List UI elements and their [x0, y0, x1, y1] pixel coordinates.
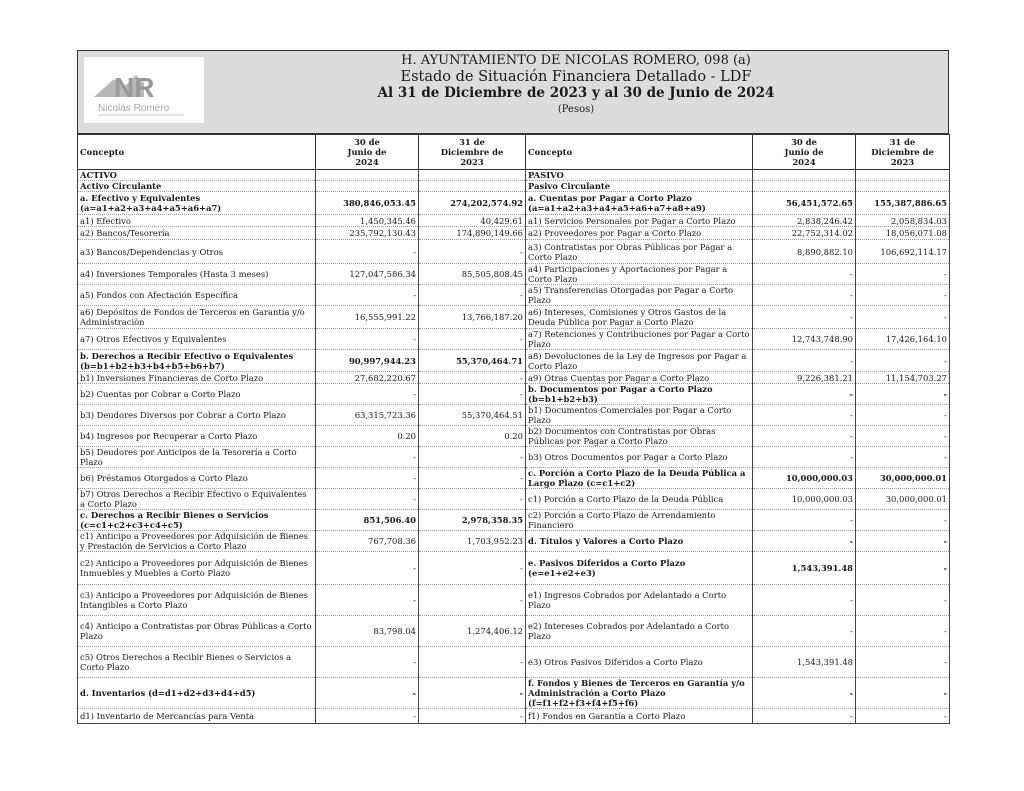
- liabilities-value-dec-2023: -: [856, 447, 950, 468]
- assets-concept: a6) Depósitos de Fondos de Terceros en Garantía y/o Administración: [78, 306, 316, 329]
- assets-concept: c3) Anticipo a Proveedores por Adquisición de Bienes Intangibles a Corto Plazo: [78, 585, 316, 616]
- liabilities-value-jun-2024: -: [753, 531, 856, 552]
- liabilities-concept: a5) Transferencias Otorgadas por Pagar a Corto Plazo: [526, 285, 753, 306]
- liabilities-concept: a9) Otras Cuentas por Pagar a Corto Plazo: [526, 372, 753, 384]
- assets-concept: b1) Inversiones Financieras de Corto Plazo: [78, 372, 316, 384]
- assets-concept: ACTIVO: [78, 170, 316, 181]
- report-title: Estado de Situación Financiera Detallado - LDF: [400, 69, 752, 85]
- assets-concept: b4) Ingresos por Recuperar a Corto Plazo: [78, 426, 316, 447]
- assets-value-jun-2024: -: [316, 329, 419, 350]
- liabilities-value-dec-2023: -: [856, 384, 950, 405]
- assets-concept: b3) Deudores Diversos por Cobrar a Corto Plazo: [78, 405, 316, 426]
- assets-value-jun-2024: 380,846,053.45: [316, 192, 419, 215]
- liabilities-concept: a7) Retenciones y Contribuciones por Pagar a Corto Plazo: [526, 329, 753, 350]
- liabilities-concept: b3) Otros Documentos por Pagar a Corto Plazo: [526, 447, 753, 468]
- liabilities-concept: c2) Porción a Corto Plazo de Arrendamiento Financiero: [526, 510, 753, 531]
- logo-text: Nicolás Romero: [98, 103, 170, 114]
- assets-value-dec-2023: -: [419, 240, 526, 264]
- table-row: [78, 384, 950, 405]
- logo-mark: NR: [114, 72, 155, 103]
- liabilities-value-jun-2024: 1,543,391.48: [753, 647, 856, 678]
- table-row: [78, 510, 950, 531]
- liabilities-value-jun-2024: -: [753, 709, 856, 724]
- entity-name: H. AYUNTAMIENTO DE NICOLAS ROMERO, 098 (a): [401, 53, 751, 68]
- assets-col-dec-2023: 31 de Diciembre de 2023: [419, 135, 526, 170]
- assets-value-dec-2023: -: [419, 372, 526, 384]
- liabilities-concept: a1) Servicios Personales por Pagar a Corto Plazo: [526, 215, 753, 227]
- assets-value-dec-2023: -: [419, 384, 526, 405]
- financial-statement-sheet: [77, 50, 949, 724]
- liabilities-concept: e. Pasivos Diferidos a Corto Plazo (e=e1+e2+e3): [526, 552, 753, 585]
- table-row: [78, 306, 950, 329]
- liabilities-concept: b1) Documentos Comerciales por Pagar a Corto Plazo: [526, 405, 753, 426]
- liabilities-concept: a. Cuentas por Pagar a Corto Plazo (a=a1+a2+a3+a4+a5+a6+a7+a8+a9): [526, 192, 753, 215]
- assets-value-jun-2024: 127,047,586.34: [316, 264, 419, 285]
- liabilities-col-jun-2024: 30 de Junio de 2024: [753, 135, 856, 170]
- assets-concept: Activo Circulante: [78, 181, 316, 192]
- assets-value-dec-2023: -: [419, 489, 526, 510]
- liabilities-value-dec-2023: 30,000,000.01: [856, 468, 950, 489]
- table-row: [78, 329, 950, 350]
- assets-value-jun-2024: -: [316, 240, 419, 264]
- assets-concept: a4) Inversiones Temporales (Hasta 3 meses): [78, 264, 316, 285]
- assets-value-jun-2024: -: [316, 647, 419, 678]
- assets-concept: d. Inventarios (d=d1+d2+d3+d4+d5): [78, 678, 316, 709]
- table-row: [78, 350, 950, 372]
- table-row: [78, 405, 950, 426]
- liabilities-value-jun-2024: [753, 170, 856, 181]
- assets-value-dec-2023: -: [419, 468, 526, 489]
- assets-concept: c4) Anticipo a Contratistas por Obras Públicas a Corto Plazo: [78, 616, 316, 647]
- table-row: [78, 678, 950, 709]
- liabilities-value-dec-2023: 18,056,071.08: [856, 227, 950, 240]
- assets-value-jun-2024: -: [316, 552, 419, 585]
- table-row: [78, 426, 950, 447]
- municipality-logo: [84, 57, 204, 123]
- report-header: [77, 50, 949, 134]
- liabilities-concept: PASIVO: [526, 170, 753, 181]
- liabilities-value-dec-2023: -: [856, 585, 950, 616]
- liabilities-value-jun-2024: -: [753, 447, 856, 468]
- report-units: (Pesos): [557, 104, 595, 115]
- liabilities-value-dec-2023: -: [856, 510, 950, 531]
- assets-value-dec-2023: 274,202,574.92: [419, 192, 526, 215]
- liabilities-concept: e2) Intereses Cobrados por Adelantado a Corto Plazo: [526, 616, 753, 647]
- assets-value-dec-2023: [419, 170, 526, 181]
- assets-value-dec-2023: -: [419, 285, 526, 306]
- liabilities-value-dec-2023: -: [856, 647, 950, 678]
- liabilities-value-dec-2023: [856, 181, 950, 192]
- assets-value-jun-2024: 27,682,220.67: [316, 372, 419, 384]
- liabilities-value-jun-2024: -: [753, 405, 856, 426]
- liabilities-value-dec-2023: -: [856, 678, 950, 709]
- assets-concept: b. Derechos a Recibir Efectivo o Equivalentes (b=b1+b2+b3+b4+b5+b6+b7): [78, 350, 316, 372]
- liabilities-concept: e3) Otros Pasivos Diferidos a Corto Plazo: [526, 647, 753, 678]
- assets-concept-header: Concepto: [78, 135, 316, 170]
- assets-value-jun-2024: 0.20: [316, 426, 419, 447]
- assets-value-jun-2024: -: [316, 384, 419, 405]
- assets-value-dec-2023: -: [419, 447, 526, 468]
- liabilities-value-dec-2023: 2,058,834.03: [856, 215, 950, 227]
- table-row: [78, 531, 950, 552]
- assets-concept: a1) Efectivo: [78, 215, 316, 227]
- liabilities-value-dec-2023: -: [856, 616, 950, 647]
- table-row: [78, 264, 950, 285]
- liabilities-concept-header: Concepto: [526, 135, 753, 170]
- assets-value-dec-2023: 40,429.61: [419, 215, 526, 227]
- assets-value-dec-2023: -: [419, 585, 526, 616]
- table-row: [78, 709, 950, 724]
- assets-concept: c1) Anticipo a Proveedores por Adquisición de Bienes y Prestación de Servicios a Corto Plazo: [78, 531, 316, 552]
- assets-concept: a2) Bancos/Tesorería: [78, 227, 316, 240]
- liabilities-value-jun-2024: 10,000,000.03: [753, 468, 856, 489]
- assets-value-jun-2024: 90,997,944.23: [316, 350, 419, 372]
- liabilities-concept: c1) Porción a Corto Plazo de la Deuda Pública: [526, 489, 753, 510]
- assets-value-jun-2024: -: [316, 678, 419, 709]
- liabilities-concept: a4) Participaciones y Aportaciones por Pagar a Corto Plazo: [526, 264, 753, 285]
- assets-value-jun-2024: 851,506.40: [316, 510, 419, 531]
- liabilities-concept: f. Fondos y Bienes de Terceros en Garantía y/o Administración a Corto Plazo (f=f1+f2+f3+f4+f5+f6): [526, 678, 753, 709]
- liabilities-value-dec-2023: 155,387,886.65: [856, 192, 950, 215]
- liabilities-value-dec-2023: 106,692,114.17: [856, 240, 950, 264]
- liabilities-concept: b. Documentos por Pagar a Corto Plazo (b=b1+b2+b3): [526, 384, 753, 405]
- liabilities-concept: c. Porción a Corto Plazo de la Deuda Pública a Largo Plazo (c=c1+c2): [526, 468, 753, 489]
- assets-concept: c2) Anticipo a Proveedores por Adquisición de Bienes Inmuebles y Muebles a Corto Plazo: [78, 552, 316, 585]
- assets-concept: c5) Otros Derechos a Recibir Bienes o Servicios a Corto Plazo: [78, 647, 316, 678]
- table-row: [78, 227, 950, 240]
- liabilities-concept: f1) Fondos en Garantía a Corto Plazo: [526, 709, 753, 724]
- liabilities-value-jun-2024: [753, 181, 856, 192]
- liabilities-col-dec-2023: 31 de Diciembre de 2023: [856, 135, 950, 170]
- liabilities-value-dec-2023: [856, 170, 950, 181]
- liabilities-value-jun-2024: -: [753, 678, 856, 709]
- balance-sheet-table: [77, 134, 950, 724]
- assets-value-jun-2024: 235,792,130.43: [316, 227, 419, 240]
- assets-value-dec-2023: -: [419, 552, 526, 585]
- table-row: [78, 240, 950, 264]
- assets-value-dec-2023: 85,505,808.45: [419, 264, 526, 285]
- table-row: [78, 192, 950, 215]
- assets-value-jun-2024: -: [316, 489, 419, 510]
- table-row: [78, 552, 950, 585]
- assets-concept: a5) Fondos con Afectación Específica: [78, 285, 316, 306]
- assets-value-dec-2023: 13,766,187.20: [419, 306, 526, 329]
- liabilities-value-jun-2024: -: [753, 616, 856, 647]
- report-period: Al 31 de Diciembre de 2023 y al 30 de Junio de 2024: [377, 85, 775, 101]
- liabilities-value-dec-2023: -: [856, 350, 950, 372]
- liabilities-value-dec-2023: 17,426,164.10: [856, 329, 950, 350]
- liabilities-value-jun-2024: 8,890,882.10: [753, 240, 856, 264]
- liabilities-concept: e1) Ingresos Cobrados por Adelantado a Corto Plazo: [526, 585, 753, 616]
- liabilities-value-dec-2023: -: [856, 285, 950, 306]
- assets-concept: d1) Inventario de Mercancías para Venta: [78, 709, 316, 724]
- liabilities-value-jun-2024: -: [753, 350, 856, 372]
- liabilities-value-jun-2024: -: [753, 264, 856, 285]
- table-row: [78, 170, 950, 181]
- assets-value-dec-2023: -: [419, 329, 526, 350]
- assets-value-dec-2023: 0.20: [419, 426, 526, 447]
- liabilities-concept: a3) Contratistas por Obras Públicas por Pagar a Corto Plazo: [526, 240, 753, 264]
- assets-value-jun-2024: 16,555,991.22: [316, 306, 419, 329]
- column-header-row: [78, 135, 950, 170]
- liabilities-value-jun-2024: -: [753, 585, 856, 616]
- liabilities-value-dec-2023: -: [856, 426, 950, 447]
- liabilities-concept: a8) Devoluciones de la Ley de Ingresos por Pagar a Corto Plazo: [526, 350, 753, 372]
- assets-concept: a3) Bancos/Dependencias y Otros: [78, 240, 316, 264]
- liabilities-value-jun-2024: 10,000,000.03: [753, 489, 856, 510]
- liabilities-concept: a6) Intereses, Comisiones y Otros Gastos de la Deuda Pública por Pagar a Corto Plazo: [526, 306, 753, 329]
- assets-value-jun-2024: -: [316, 468, 419, 489]
- liabilities-value-jun-2024: -: [753, 306, 856, 329]
- table-row: [78, 285, 950, 306]
- liabilities-value-dec-2023: -: [856, 306, 950, 329]
- assets-value-jun-2024: [316, 181, 419, 192]
- assets-value-jun-2024: 767,708.36: [316, 531, 419, 552]
- assets-concept: a7) Otros Efectivos y Equivalentes: [78, 329, 316, 350]
- assets-value-dec-2023: 1,274,406.12: [419, 616, 526, 647]
- liabilities-value-dec-2023: -: [856, 264, 950, 285]
- assets-value-dec-2023: 174,890,149.66: [419, 227, 526, 240]
- liabilities-value-jun-2024: 1,543,391.48: [753, 552, 856, 585]
- liabilities-value-dec-2023: 11,154,703.27: [856, 372, 950, 384]
- assets-value-dec-2023: 55,370,464.71: [419, 350, 526, 372]
- assets-value-jun-2024: -: [316, 709, 419, 724]
- table-row: [78, 468, 950, 489]
- assets-value-dec-2023: 2,978,358.35: [419, 510, 526, 531]
- assets-concept: a. Efectivo y Equivalentes (a=a1+a2+a3+a4+a5+a6+a7): [78, 192, 316, 215]
- liabilities-value-jun-2024: 12,743,748.90: [753, 329, 856, 350]
- liabilities-value-dec-2023: 30,000,000.01: [856, 489, 950, 510]
- table-row: [78, 616, 950, 647]
- assets-value-dec-2023: [419, 181, 526, 192]
- table-row: [78, 372, 950, 384]
- table-row: [78, 181, 950, 192]
- assets-value-dec-2023: -: [419, 709, 526, 724]
- assets-value-dec-2023: -: [419, 647, 526, 678]
- table-row: [78, 489, 950, 510]
- liabilities-value-jun-2024: 56,451,572.65: [753, 192, 856, 215]
- liabilities-value-dec-2023: -: [856, 531, 950, 552]
- assets-concept: b5) Deudores por Anticipos de la Tesorería a Corto Plazo: [78, 447, 316, 468]
- assets-col-jun-2024: 30 de Junio de 2024: [316, 135, 419, 170]
- table-row: [78, 647, 950, 678]
- assets-value-jun-2024: -: [316, 585, 419, 616]
- liabilities-value-jun-2024: 9,226,381.21: [753, 372, 856, 384]
- liabilities-concept: a2) Proveedores por Pagar a Corto Plazo: [526, 227, 753, 240]
- assets-value-jun-2024: -: [316, 285, 419, 306]
- assets-concept: b7) Otros Derechos a Recibir Efectivo o Equivalentes a Corto Plazo: [78, 489, 316, 510]
- assets-value-jun-2024: 1,450,345.46: [316, 215, 419, 227]
- assets-value-dec-2023: 1,703,952.23: [419, 531, 526, 552]
- liabilities-value-dec-2023: -: [856, 709, 950, 724]
- table-row: [78, 215, 950, 227]
- table-row: [78, 447, 950, 468]
- assets-value-jun-2024: 63,315,723.36: [316, 405, 419, 426]
- liabilities-value-jun-2024: -: [753, 510, 856, 531]
- assets-concept: c. Derechos a Recibir Bienes o Servicios (c=c1+c2+c3+c4+c5): [78, 510, 316, 531]
- liabilities-value-dec-2023: -: [856, 405, 950, 426]
- liabilities-value-dec-2023: -: [856, 552, 950, 585]
- liabilities-concept: b2) Documentos con Contratistas por Obras Públicas por Pagar a Corto Plazo: [526, 426, 753, 447]
- liabilities-value-jun-2024: 22,752,314.02: [753, 227, 856, 240]
- liabilities-value-jun-2024: -: [753, 426, 856, 447]
- assets-value-jun-2024: -: [316, 447, 419, 468]
- assets-value-dec-2023: 55,370,464.51: [419, 405, 526, 426]
- assets-concept: b2) Cuentas por Cobrar a Corto Plazo: [78, 384, 316, 405]
- liabilities-value-jun-2024: -: [753, 285, 856, 306]
- assets-concept: b6) Préstamos Otorgados a Corto Plazo: [78, 468, 316, 489]
- liabilities-value-jun-2024: 2,838,246.42: [753, 215, 856, 227]
- liabilities-concept: Pasivo Circulante: [526, 181, 753, 192]
- assets-value-dec-2023: -: [419, 678, 526, 709]
- table-row: [78, 585, 950, 616]
- liabilities-value-jun-2024: -: [753, 384, 856, 405]
- assets-value-jun-2024: [316, 170, 419, 181]
- assets-value-jun-2024: 83,798.04: [316, 616, 419, 647]
- liabilities-concept: d. Títulos y Valores a Corto Plazo: [526, 531, 753, 552]
